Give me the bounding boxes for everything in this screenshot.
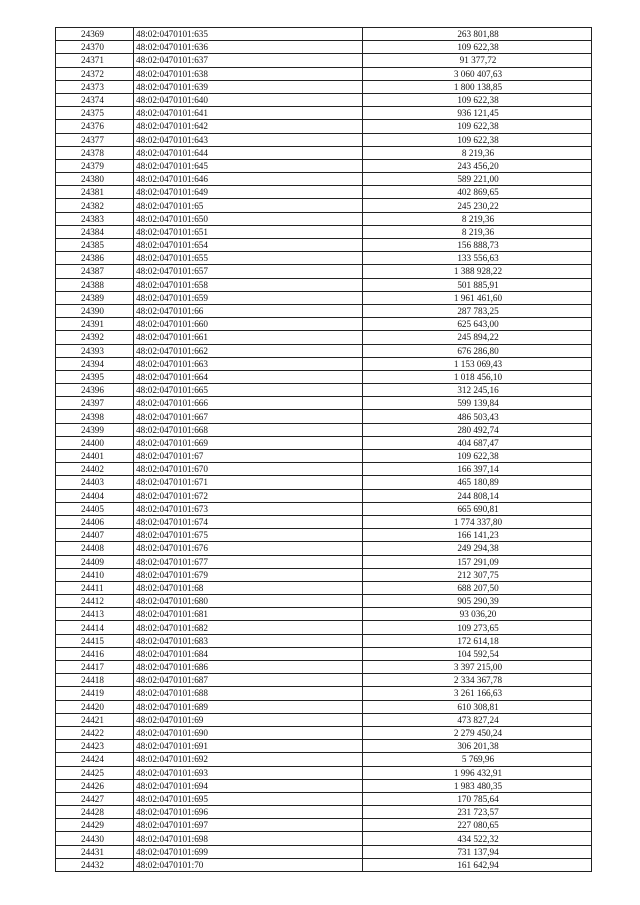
cadastral-number-cell: 48:02:0470101:694	[134, 779, 363, 792]
value-cell: 3 060 407,63	[363, 67, 592, 80]
value-cell: 156 888,73	[363, 239, 592, 252]
cadastral-number-cell: 48:02:0470101:667	[134, 410, 363, 423]
value-cell: 2 334 367,78	[363, 674, 592, 687]
cadastral-number-cell: 48:02:0470101:673	[134, 502, 363, 515]
table-row	[56, 357, 592, 370]
row-number-cell: 24371	[56, 54, 134, 67]
row-number-cell: 24374	[56, 93, 134, 106]
table-row	[56, 489, 592, 502]
cadastral-value-table	[55, 27, 592, 872]
row-number-cell: 24409	[56, 555, 134, 568]
cadastral-number-cell: 48:02:0470101:68	[134, 581, 363, 594]
row-number-cell: 24422	[56, 726, 134, 739]
row-number-cell: 24384	[56, 225, 134, 238]
value-cell: 109 622,38	[363, 120, 592, 133]
table-row	[56, 568, 592, 581]
cadastral-number-cell: 48:02:0470101:664	[134, 370, 363, 383]
value-cell: 731 137,94	[363, 845, 592, 858]
cadastral-number-cell: 48:02:0470101:66	[134, 304, 363, 317]
table-row	[56, 529, 592, 542]
value-cell: 245 230,22	[363, 199, 592, 212]
row-number-cell: 24418	[56, 674, 134, 687]
table-row	[56, 555, 592, 568]
value-cell: 109 622,38	[363, 41, 592, 54]
table-row	[56, 726, 592, 739]
value-cell: 280 492,74	[363, 423, 592, 436]
row-number-cell: 24398	[56, 410, 134, 423]
row-number-cell: 24396	[56, 384, 134, 397]
table-row	[56, 792, 592, 805]
table-row	[56, 634, 592, 647]
cadastral-number-cell: 48:02:0470101:635	[134, 28, 363, 41]
value-cell: 227 080,65	[363, 819, 592, 832]
row-number-cell: 24392	[56, 331, 134, 344]
row-number-cell: 24379	[56, 159, 134, 172]
value-cell: 3 397 215,00	[363, 661, 592, 674]
cadastral-number-cell: 48:02:0470101:680	[134, 595, 363, 608]
row-number-cell: 24380	[56, 173, 134, 186]
table-row	[56, 542, 592, 555]
value-cell: 249 294,38	[363, 542, 592, 555]
cadastral-number-cell: 48:02:0470101:699	[134, 845, 363, 858]
row-number-cell: 24389	[56, 291, 134, 304]
value-cell: 1 153 069,43	[363, 357, 592, 370]
row-number-cell: 24428	[56, 806, 134, 819]
row-number-cell: 24395	[56, 370, 134, 383]
cadastral-number-cell: 48:02:0470101:669	[134, 436, 363, 449]
value-cell: 1 983 480,35	[363, 779, 592, 792]
table-row	[56, 581, 592, 594]
cadastral-number-cell: 48:02:0470101:665	[134, 384, 363, 397]
table-row	[56, 845, 592, 858]
row-number-cell: 24427	[56, 792, 134, 805]
value-cell: 312 245,16	[363, 384, 592, 397]
table-row	[56, 199, 592, 212]
cadastral-number-cell: 48:02:0470101:70	[134, 858, 363, 871]
cadastral-number-cell: 48:02:0470101:668	[134, 423, 363, 436]
value-cell: 161 642,94	[363, 858, 592, 871]
table-row	[56, 476, 592, 489]
table-row	[56, 858, 592, 871]
table-row	[56, 80, 592, 93]
row-number-cell: 24376	[56, 120, 134, 133]
cadastral-number-cell: 48:02:0470101:655	[134, 252, 363, 265]
table-row	[56, 278, 592, 291]
cadastral-number-cell: 48:02:0470101:698	[134, 832, 363, 845]
value-cell: 599 139,84	[363, 397, 592, 410]
row-number-cell: 24405	[56, 502, 134, 515]
cadastral-number-cell: 48:02:0470101:696	[134, 806, 363, 819]
value-cell: 172 614,18	[363, 634, 592, 647]
cadastral-number-cell: 48:02:0470101:661	[134, 331, 363, 344]
value-cell: 402 869,65	[363, 186, 592, 199]
row-number-cell: 24387	[56, 265, 134, 278]
table-row	[56, 806, 592, 819]
table-row	[56, 146, 592, 159]
table-row	[56, 265, 592, 278]
row-number-cell: 24412	[56, 595, 134, 608]
cadastral-number-cell: 48:02:0470101:697	[134, 819, 363, 832]
table-row	[56, 740, 592, 753]
value-cell: 2 279 450,24	[363, 726, 592, 739]
row-number-cell: 24375	[56, 107, 134, 120]
cadastral-number-cell: 48:02:0470101:691	[134, 740, 363, 753]
value-cell: 8 219,36	[363, 212, 592, 225]
table-row	[56, 107, 592, 120]
value-cell: 486 503,43	[363, 410, 592, 423]
table-body	[56, 28, 592, 872]
cadastral-number-cell: 48:02:0470101:666	[134, 397, 363, 410]
cadastral-number-cell: 48:02:0470101:681	[134, 608, 363, 621]
table-row	[56, 159, 592, 172]
row-number-cell: 24421	[56, 713, 134, 726]
row-number-cell: 24372	[56, 67, 134, 80]
cadastral-number-cell: 48:02:0470101:676	[134, 542, 363, 555]
row-number-cell: 24369	[56, 28, 134, 41]
value-cell: 306 201,38	[363, 740, 592, 753]
table-row	[56, 450, 592, 463]
cadastral-number-cell: 48:02:0470101:657	[134, 265, 363, 278]
value-cell: 3 261 166,63	[363, 687, 592, 700]
table-row	[56, 344, 592, 357]
table-row	[56, 304, 592, 317]
cadastral-number-cell: 48:02:0470101:649	[134, 186, 363, 199]
value-cell: 212 307,75	[363, 568, 592, 581]
cadastral-number-cell: 48:02:0470101:687	[134, 674, 363, 687]
table-row	[56, 502, 592, 515]
value-cell: 5 769,96	[363, 753, 592, 766]
cadastral-number-cell: 48:02:0470101:684	[134, 647, 363, 660]
table-row	[56, 621, 592, 634]
value-cell: 434 522,32	[363, 832, 592, 845]
value-cell: 625 643,00	[363, 318, 592, 331]
table-row	[56, 674, 592, 687]
table-row	[56, 93, 592, 106]
row-number-cell: 24370	[56, 41, 134, 54]
value-cell: 109 622,38	[363, 133, 592, 146]
row-number-cell: 24391	[56, 318, 134, 331]
value-cell: 244 808,14	[363, 489, 592, 502]
row-number-cell: 24404	[56, 489, 134, 502]
row-number-cell: 24426	[56, 779, 134, 792]
cadastral-number-cell: 48:02:0470101:654	[134, 239, 363, 252]
cadastral-number-cell: 48:02:0470101:682	[134, 621, 363, 634]
value-cell: 905 290,39	[363, 595, 592, 608]
row-number-cell: 24432	[56, 858, 134, 871]
value-cell: 1 774 337,80	[363, 515, 592, 528]
row-number-cell: 24406	[56, 515, 134, 528]
row-number-cell: 24383	[56, 212, 134, 225]
value-cell: 610 308,81	[363, 700, 592, 713]
row-number-cell: 24377	[56, 133, 134, 146]
value-cell: 465 180,89	[363, 476, 592, 489]
value-cell: 157 291,09	[363, 555, 592, 568]
table-row	[56, 318, 592, 331]
cadastral-number-cell: 48:02:0470101:674	[134, 515, 363, 528]
row-number-cell: 24399	[56, 423, 134, 436]
table-row	[56, 608, 592, 621]
value-cell: 688 207,50	[363, 581, 592, 594]
table-row	[56, 370, 592, 383]
table-row	[56, 661, 592, 674]
row-number-cell: 24430	[56, 832, 134, 845]
cadastral-number-cell: 48:02:0470101:688	[134, 687, 363, 700]
cadastral-number-cell: 48:02:0470101:672	[134, 489, 363, 502]
row-number-cell: 24423	[56, 740, 134, 753]
cadastral-number-cell: 48:02:0470101:677	[134, 555, 363, 568]
value-cell: 665 690,81	[363, 502, 592, 515]
table-row	[56, 331, 592, 344]
table-row	[56, 239, 592, 252]
cadastral-number-cell: 48:02:0470101:695	[134, 792, 363, 805]
value-cell: 109 273,65	[363, 621, 592, 634]
table-row	[56, 423, 592, 436]
value-cell: 133 556,63	[363, 252, 592, 265]
value-cell: 166 141,23	[363, 529, 592, 542]
row-number-cell: 24402	[56, 463, 134, 476]
row-number-cell: 24381	[56, 186, 134, 199]
value-cell: 287 783,25	[363, 304, 592, 317]
table-row	[56, 410, 592, 423]
row-number-cell: 24424	[56, 753, 134, 766]
row-number-cell: 24373	[56, 80, 134, 93]
cadastral-number-cell: 48:02:0470101:643	[134, 133, 363, 146]
table-row	[56, 713, 592, 726]
row-number-cell: 24420	[56, 700, 134, 713]
value-cell: 93 036,20	[363, 608, 592, 621]
cadastral-number-cell: 48:02:0470101:67	[134, 450, 363, 463]
value-cell: 1 388 928,22	[363, 265, 592, 278]
value-cell: 1 961 461,60	[363, 291, 592, 304]
cadastral-number-cell: 48:02:0470101:646	[134, 173, 363, 186]
table-row	[56, 41, 592, 54]
row-number-cell: 24400	[56, 436, 134, 449]
table-row	[56, 779, 592, 792]
row-number-cell: 24390	[56, 304, 134, 317]
row-number-cell: 24378	[56, 146, 134, 159]
cadastral-number-cell: 48:02:0470101:689	[134, 700, 363, 713]
cadastral-number-cell: 48:02:0470101:638	[134, 67, 363, 80]
value-cell: 404 687,47	[363, 436, 592, 449]
value-cell: 501 885,91	[363, 278, 592, 291]
cadastral-number-cell: 48:02:0470101:640	[134, 93, 363, 106]
row-number-cell: 24425	[56, 766, 134, 779]
table-row	[56, 436, 592, 449]
row-number-cell: 24414	[56, 621, 134, 634]
value-cell: 676 286,80	[363, 344, 592, 357]
table-row	[56, 753, 592, 766]
cadastral-number-cell: 48:02:0470101:660	[134, 318, 363, 331]
row-number-cell: 24403	[56, 476, 134, 489]
row-number-cell: 24397	[56, 397, 134, 410]
table-row	[56, 173, 592, 186]
value-cell: 8 219,36	[363, 146, 592, 159]
row-number-cell: 24415	[56, 634, 134, 647]
value-cell: 263 801,88	[363, 28, 592, 41]
row-number-cell: 24431	[56, 845, 134, 858]
row-number-cell: 24382	[56, 199, 134, 212]
value-cell: 245 894,22	[363, 331, 592, 344]
table-row	[56, 687, 592, 700]
cadastral-number-cell: 48:02:0470101:683	[134, 634, 363, 647]
table-row	[56, 832, 592, 845]
table-row	[56, 700, 592, 713]
value-cell: 170 785,64	[363, 792, 592, 805]
table-row	[56, 397, 592, 410]
cadastral-number-cell: 48:02:0470101:693	[134, 766, 363, 779]
table-row	[56, 252, 592, 265]
value-cell: 1 018 456,10	[363, 370, 592, 383]
row-number-cell: 24416	[56, 647, 134, 660]
row-number-cell: 24429	[56, 819, 134, 832]
value-cell: 109 622,38	[363, 93, 592, 106]
table-row	[56, 67, 592, 80]
value-cell: 91 377,72	[363, 54, 592, 67]
table-row	[56, 28, 592, 41]
cadastral-number-cell: 48:02:0470101:637	[134, 54, 363, 67]
row-number-cell: 24408	[56, 542, 134, 555]
value-cell: 589 221,00	[363, 173, 592, 186]
row-number-cell: 24413	[56, 608, 134, 621]
row-number-cell: 24386	[56, 252, 134, 265]
cadastral-number-cell: 48:02:0470101:692	[134, 753, 363, 766]
cadastral-number-cell: 48:02:0470101:679	[134, 568, 363, 581]
table-row	[56, 595, 592, 608]
cadastral-number-cell: 48:02:0470101:641	[134, 107, 363, 120]
cadastral-number-cell: 48:02:0470101:642	[134, 120, 363, 133]
cadastral-number-cell: 48:02:0470101:690	[134, 726, 363, 739]
cadastral-number-cell: 48:02:0470101:636	[134, 41, 363, 54]
cadastral-number-cell: 48:02:0470101:670	[134, 463, 363, 476]
row-number-cell: 24410	[56, 568, 134, 581]
cadastral-number-cell: 48:02:0470101:686	[134, 661, 363, 674]
row-number-cell: 24417	[56, 661, 134, 674]
row-number-cell: 24401	[56, 450, 134, 463]
row-number-cell: 24407	[56, 529, 134, 542]
cadastral-number-cell: 48:02:0470101:675	[134, 529, 363, 542]
cadastral-number-cell: 48:02:0470101:651	[134, 225, 363, 238]
table-row	[56, 212, 592, 225]
table-row	[56, 133, 592, 146]
value-cell: 109 622,38	[363, 450, 592, 463]
row-number-cell: 24394	[56, 357, 134, 370]
table-row	[56, 384, 592, 397]
value-cell: 1 800 138,85	[363, 80, 592, 93]
table-row	[56, 186, 592, 199]
cadastral-number-cell: 48:02:0470101:658	[134, 278, 363, 291]
cadastral-number-cell: 48:02:0470101:644	[134, 146, 363, 159]
value-cell: 166 397,14	[363, 463, 592, 476]
value-cell: 1 996 432,91	[363, 766, 592, 779]
table-row	[56, 120, 592, 133]
cadastral-number-cell: 48:02:0470101:645	[134, 159, 363, 172]
table-row	[56, 515, 592, 528]
row-number-cell: 24388	[56, 278, 134, 291]
cadastral-number-cell: 48:02:0470101:671	[134, 476, 363, 489]
row-number-cell: 24385	[56, 239, 134, 252]
table-row	[56, 766, 592, 779]
row-number-cell: 24393	[56, 344, 134, 357]
cadastral-number-cell: 48:02:0470101:65	[134, 199, 363, 212]
cadastral-number-cell: 48:02:0470101:659	[134, 291, 363, 304]
value-cell: 231 723,57	[363, 806, 592, 819]
cadastral-number-cell: 48:02:0470101:650	[134, 212, 363, 225]
table-row	[56, 54, 592, 67]
table-row	[56, 225, 592, 238]
row-number-cell: 24411	[56, 581, 134, 594]
cadastral-number-cell: 48:02:0470101:639	[134, 80, 363, 93]
table-row	[56, 463, 592, 476]
cadastral-number-cell: 48:02:0470101:663	[134, 357, 363, 370]
value-cell: 936 121,45	[363, 107, 592, 120]
value-cell: 243 456,20	[363, 159, 592, 172]
row-number-cell: 24419	[56, 687, 134, 700]
table-row	[56, 647, 592, 660]
cadastral-number-cell: 48:02:0470101:662	[134, 344, 363, 357]
table-row	[56, 291, 592, 304]
table-row	[56, 819, 592, 832]
cadastral-number-cell: 48:02:0470101:69	[134, 713, 363, 726]
value-cell: 8 219,36	[363, 225, 592, 238]
value-cell: 104 592,54	[363, 647, 592, 660]
value-cell: 473 827,24	[363, 713, 592, 726]
